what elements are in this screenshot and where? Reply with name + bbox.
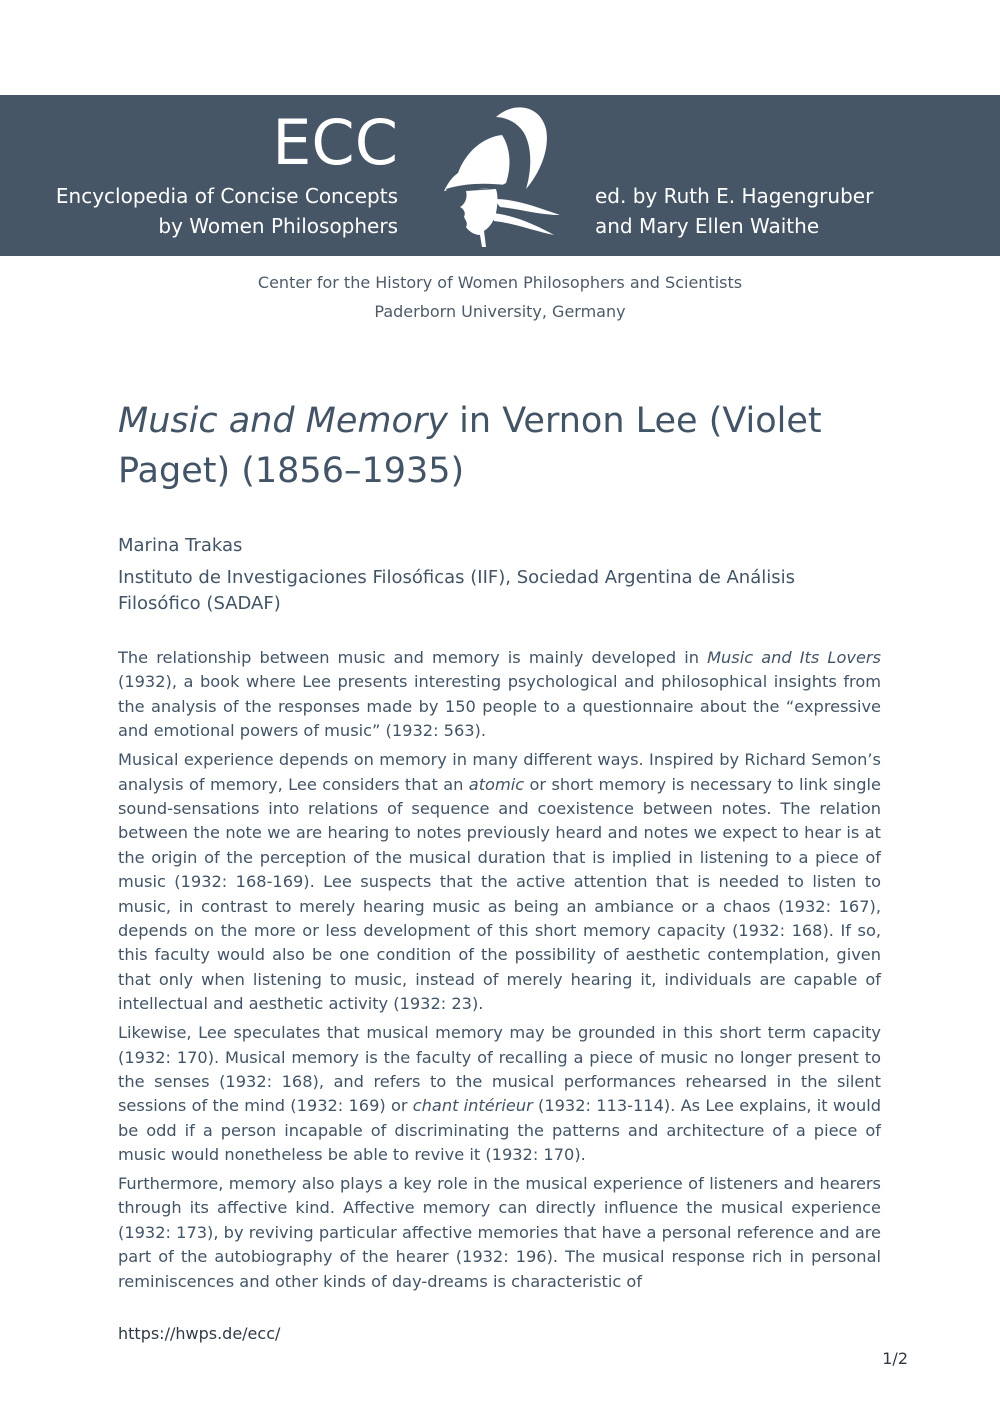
encyclopedia-title	[56, 181, 398, 241]
author-affiliation: Instituto de Investigaciones Filosóficas (IIF), Sociedad Argentina de Análisis Filosófico (SADAF)	[118, 567, 796, 614]
paragraph-text: (1932), a book where Lee presents interesting psychological and philosophical insights from the analysis of the responses made by 150 people to a questionnaire about the “expressive and emotional powers of music” (1932: 563).	[118, 672, 881, 741]
encyclopedia-line-2: by Women Philosophers	[158, 214, 398, 238]
header-banner	[0, 95, 1000, 256]
paragraph	[118, 646, 881, 744]
article-title	[118, 396, 878, 496]
page-number: 1/2	[882, 1349, 908, 1368]
article-title-rest: in Vernon Lee (Violet Paget) (1856–1935)	[118, 401, 822, 491]
logo-text: ECC	[272, 106, 398, 179]
institution-line-2: Paderborn University, Germany	[374, 302, 626, 321]
article-title-italic: Music and Memory	[118, 401, 449, 441]
footer-url-link[interactable]: https://hwps.de/ecc/	[118, 1324, 281, 1343]
paragraph-text: Musical experience depends on memory in many different ways. Inspired by Richard Semon’s analysis of memory, Lee considers that an	[118, 750, 881, 794]
athena-helmet-icon	[436, 103, 568, 251]
author-name: Marina Trakas	[118, 535, 243, 556]
editors	[595, 181, 873, 241]
book-title: Music and Its Lovers	[707, 648, 881, 667]
article-body	[118, 646, 881, 1299]
paragraph-text: (1932: 113-114). As Lee explains, it would be odd if a person incapable of discriminating the patterns and architecture of a piece of music would nonetheless be able to revive it (1932: 170).	[118, 1096, 881, 1165]
institution	[0, 268, 1000, 326]
emphasis-term: atomic	[468, 774, 525, 794]
encyclopedia-line-1: Encyclopedia of Concise Concepts	[55, 184, 398, 208]
editors-line-2: and Mary Ellen Waithe	[595, 214, 820, 238]
paragraph-text: Likewise, Lee speculates that musical memory may be grounded in this short term capacity (1932: 170). Musical memory is the faculty of recalling a piece of music no longer present to the senses (1932: 168), and refers to the musical performances rehearsed in the silent sessions of the mind (1932: 169) or	[118, 1023, 881, 1116]
editors-line-1: ed. by Ruth E. Hagengruber	[595, 184, 874, 208]
paragraph	[118, 1021, 881, 1167]
paragraph	[118, 1172, 881, 1294]
institution-line-1: Center for the History of Women Philosophers and Scientists	[257, 273, 743, 292]
paragraph-text: Furthermore, memory also plays a key role in the musical experience of listeners and hearers through its affective kind. Affective memory can directly influence the musical experience (1932: 173), by reviving particular affective memories that have a personal reference and are part of the autobiography of the hearer (1932: 196). The musical response rich in personal reminiscences and other kinds of day-dreams is characteristic of	[118, 1174, 881, 1291]
paragraph-text: The relationship between music and memory is mainly developed in	[118, 648, 708, 667]
paragraph	[118, 748, 881, 1016]
paragraph-text: or short memory is necessary to link single sound-sensations into relations of sequence and coexistence between notes. The relation between the note we are hearing to notes previously heard and notes we expect to hear is at the origin of the perception of the musical duration that is implied in listening to a piece of music (1932: 168-169). Lee suspects that the active attention that is needed to listen to music, in contrast to merely hearing music as being an ambiance or a chaos (1932: 167), depends on the more or less development of this short memory capacity (1932: 168). If so, this faculty would also be one condition of the possibility of aesthetic contemplation, given that only when listening to music, instead of merely hearing it, individuals are capable of intellectual and aesthetic activity (1932: 23).	[118, 774, 881, 1014]
emphasis-term: chant intérieur	[412, 1096, 533, 1116]
